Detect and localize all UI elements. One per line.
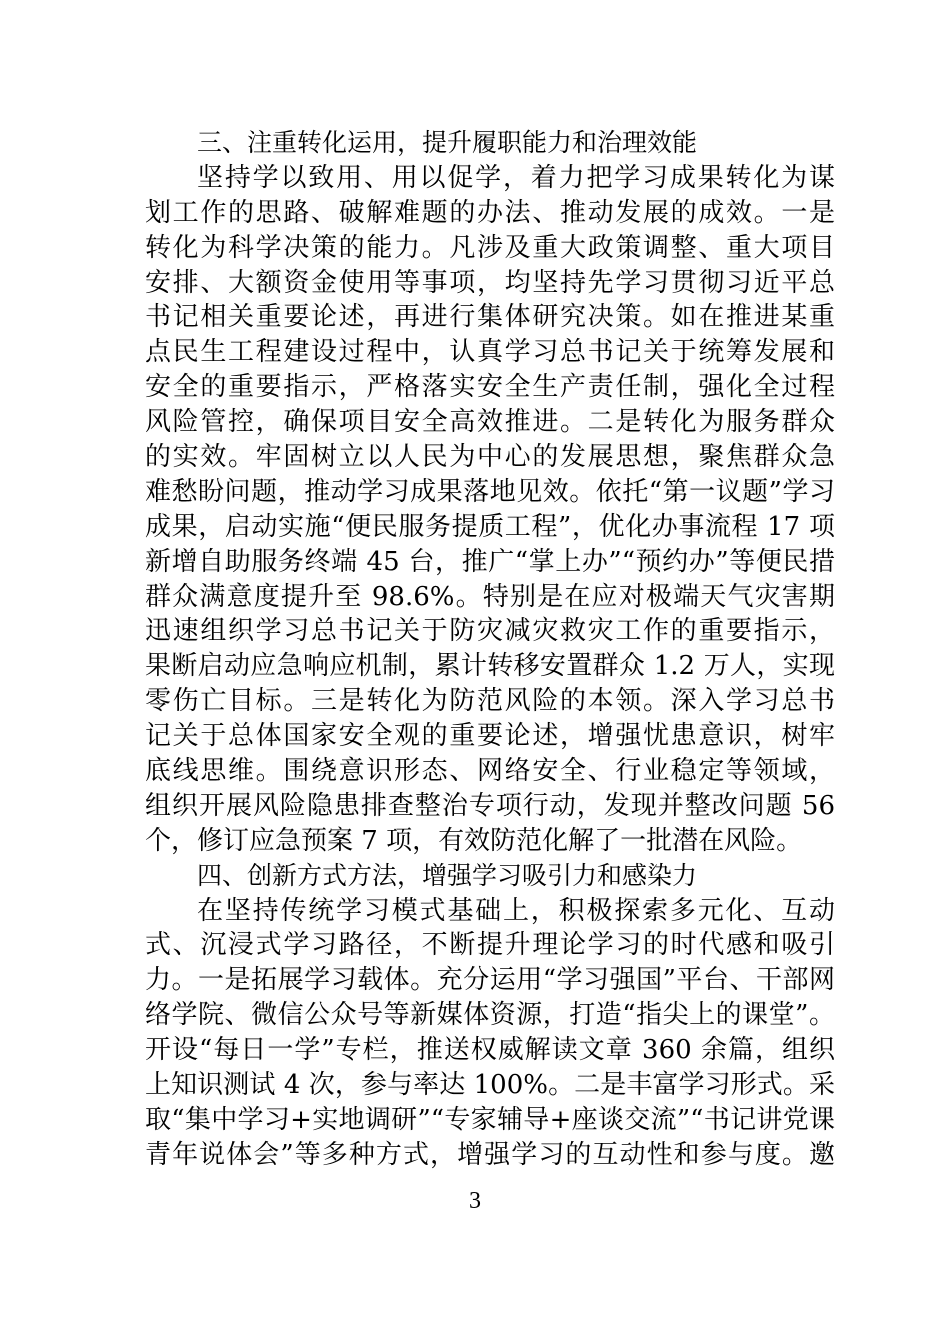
document-body bbox=[145, 126, 835, 1173]
paragraph-line: 书记相关重要论述，再进行集体研究决策。如在推进某重 bbox=[145, 302, 835, 333]
paragraph-line: 的实效。牢固树立以人民为中心的发展思想，聚焦群众急 bbox=[145, 442, 835, 473]
section-heading-3: 三、注重转化运用，提升履职能力和治理效能 bbox=[197, 128, 698, 157]
paragraph-line: 新增自助服务终端 45 台，推广“掌上办”“预约办”等便民措 bbox=[145, 546, 835, 577]
paragraph-line: 零伤亡目标。三是转化为防范风险的本领。深入学习总书 bbox=[145, 686, 835, 717]
paragraph-line: 取“集中学习+实地调研”“专家辅导+座谈交流”“书记讲党课 bbox=[145, 1104, 835, 1135]
paragraph-line: 式、沉浸式学习路径，不断提升理论学习的时代感和吸引 bbox=[145, 930, 835, 961]
paragraph-line: 群众满意度提升至 98.6%。特别是在应对极端天气灾害期 bbox=[145, 581, 835, 612]
section-heading-4: 四、创新方式方法，增强学习吸引力和感染力 bbox=[197, 860, 698, 890]
paragraph-line: 力。一是拓展学习载体。充分运用“学习强国”平台、干部网 bbox=[145, 965, 835, 996]
paragraph-line: 在坚持传统学习模式基础上，积极探索多元化、互动 bbox=[197, 895, 835, 926]
paragraph-line: 络学院、微信公众号等新媒体资源，打造“指尖上的课堂”。 bbox=[145, 1000, 835, 1031]
paragraph-line: 开设“每日一学”专栏，推送权威解读文章 360 余篇，组织 bbox=[145, 1035, 835, 1066]
paragraph-line: 安全的重要指示，严格落实安全生产责任制，强化全过程 bbox=[145, 372, 835, 403]
paragraph-line-last: 个，修订应急预案 7 项，有效防范化解了一批潜在风险。 bbox=[145, 825, 803, 856]
paragraph-line: 风险管控，确保项目安全高效推进。二是转化为服务群众 bbox=[145, 407, 835, 438]
paragraph-line: 成果，启动实施“便民服务提质工程”，优化办事流程 17 项 bbox=[145, 511, 835, 542]
paragraph-line: 记关于总体国家安全观的重要论述，增强忧患意识，树牢 bbox=[145, 721, 835, 752]
page-number: 3 bbox=[469, 1188, 481, 1214]
paragraph-line: 迅速组织学习总书记关于防灾减灾救灾工作的重要指示， bbox=[145, 616, 835, 647]
paragraph-line: 划工作的思路、破解难题的办法、推动发展的成效。一是 bbox=[145, 197, 835, 228]
paragraph-line: 青年说体会”等多种方式，增强学习的互动性和参与度。邀 bbox=[145, 1139, 835, 1170]
paragraph-line: 坚持学以致用、用以促学，着力把学习成果转化为谋 bbox=[197, 162, 835, 193]
paragraph-line: 上知识测试 4 次，参与率达 100%。二是丰富学习形式。采 bbox=[145, 1070, 835, 1101]
paragraph-line: 点民生工程建设过程中，认真学习总书记关于统筹发展和 bbox=[145, 337, 835, 368]
paragraph-line: 难愁盼问题，推动学习成果落地见效。依托“第一议题”学习 bbox=[145, 476, 835, 507]
paragraph-line: 转化为科学决策的能力。凡涉及重大政策调整、重大项目 bbox=[145, 232, 835, 263]
paragraph-line: 底线思维。围绕意识形态、网络安全、行业稳定等领域， bbox=[145, 756, 835, 787]
paragraph-line: 安排、大额资金使用等事项，均坚持先学习贯彻习近平总 bbox=[145, 267, 835, 298]
paragraph-line: 果断启动应急响应机制，累计转移安置群众 1.2 万人，实现 bbox=[145, 651, 835, 682]
paragraph-line: 组织开展风险隐患排查整治专项行动，发现并整改问题 56 bbox=[145, 790, 835, 821]
